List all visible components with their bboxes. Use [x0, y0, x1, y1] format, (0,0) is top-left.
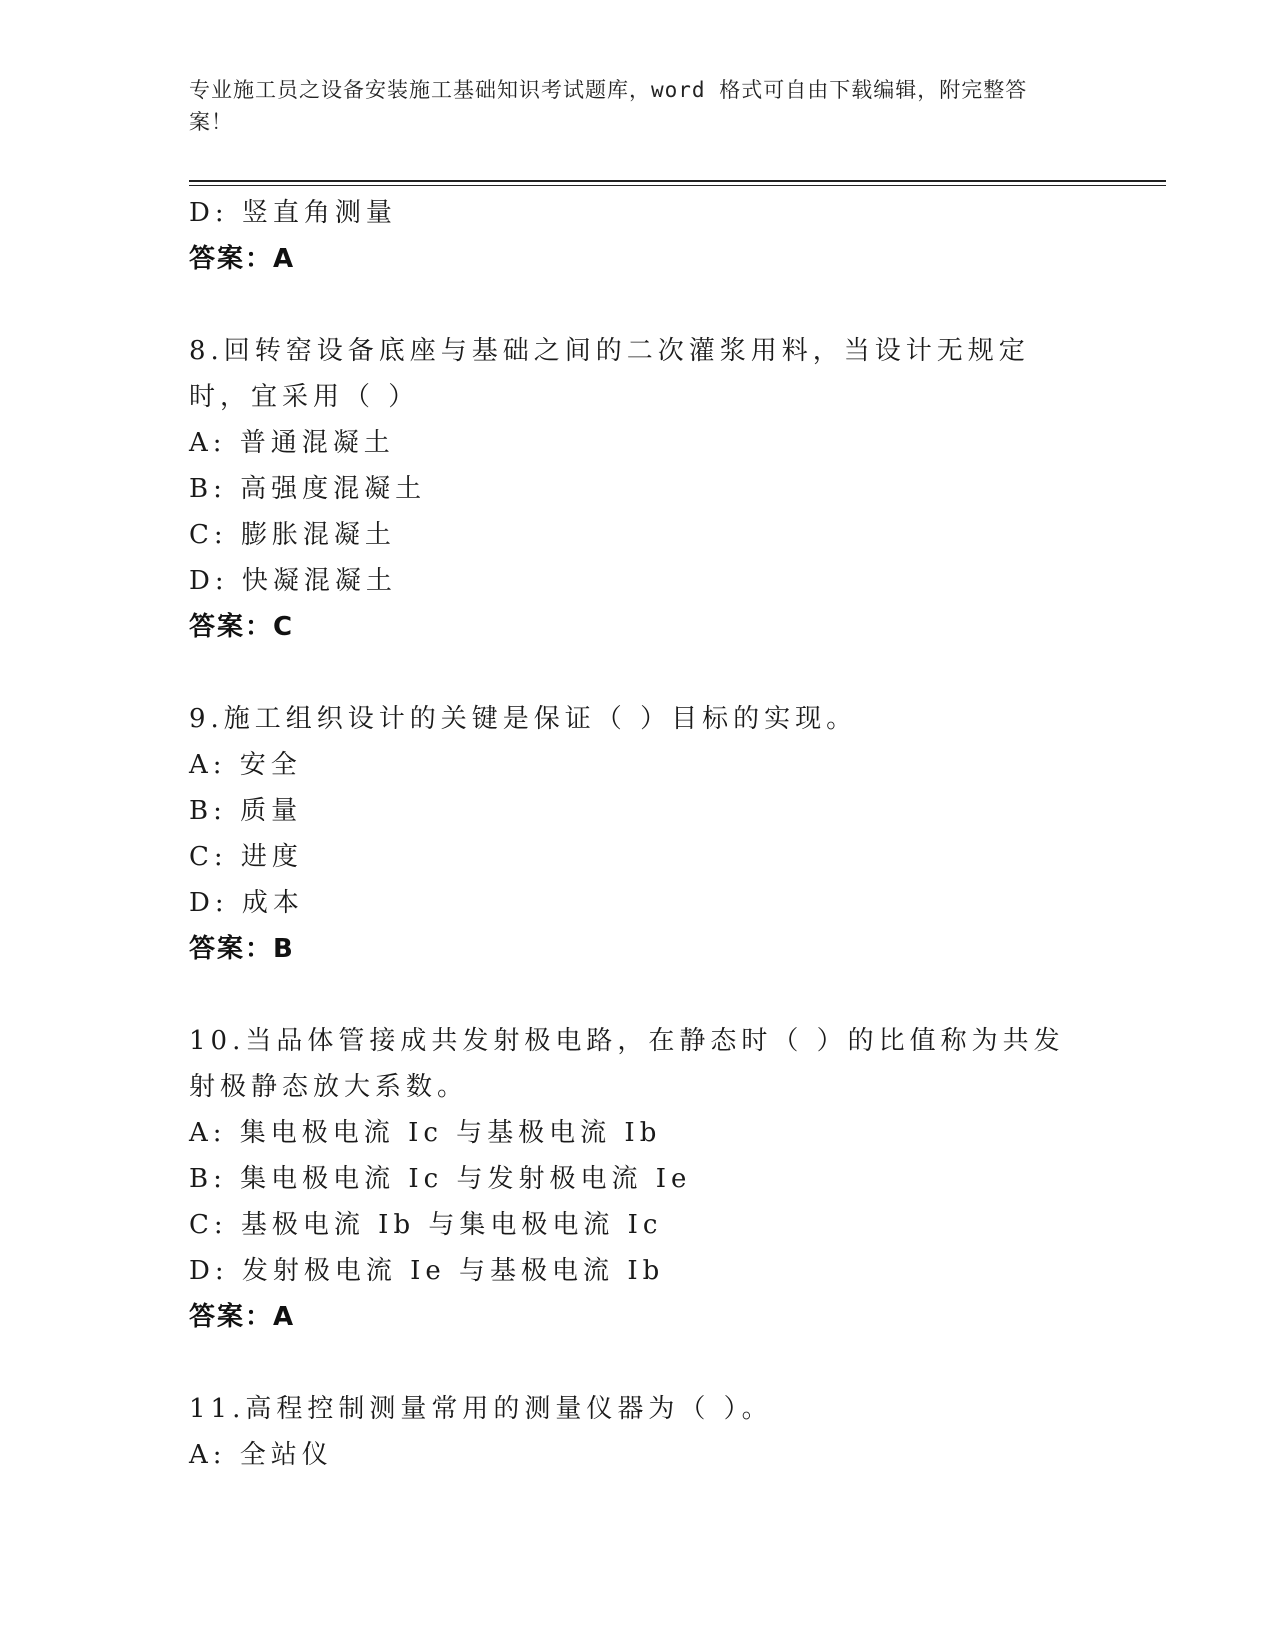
answer-line: 答案：C: [189, 612, 295, 642]
question-stem: 11.高程控制测量常用的测量仪器为（ ）。: [189, 1394, 773, 1424]
answer-line: 答案：A: [189, 1302, 296, 1332]
question-stem: 8.回转窑设备底座与基础之间的二次灌浆用料，当设计无规定时，宜采用（ ）: [189, 336, 1030, 412]
option-d: D: 发射极电流 Ie 与基极电流 Ib: [189, 1256, 665, 1286]
option-b: B: 集电极电流 Ic 与发射极电流 Ie: [189, 1164, 692, 1194]
option-d: D: 快凝混凝土: [189, 566, 397, 596]
question-block: [189, 1386, 1069, 1478]
option-c: C: 膨胀混凝土: [189, 520, 396, 550]
document-header: 专业施工员之设备安装施工基础知识考试题库，word 格式可自由下载编辑，附完整答案！: [189, 78, 1028, 134]
question-stem: 9.施工组织设计的关键是保证（ ）目标的实现。: [189, 704, 858, 734]
spacer: [189, 282, 1069, 328]
header-rule-thick: [189, 180, 1166, 182]
option-d: D: 竖直角测量: [189, 198, 397, 228]
question-stem: 10.当品体管接成共发射极电路，在静态时（ ）的比值称为共发射极静态放大系数。: [189, 1026, 1065, 1102]
option-a: A: 安全: [189, 750, 302, 780]
question-block: [189, 1018, 1069, 1340]
option-b: B: 质量: [189, 796, 303, 826]
option-d: D: 成本: [189, 888, 304, 918]
question-list: [189, 190, 1069, 1478]
option-a: A: 集电极电流 Ic 与基极电流 Ib: [189, 1118, 662, 1148]
question-block: [189, 696, 1069, 972]
option-c: C: 进度: [189, 842, 303, 872]
spacer: [189, 1340, 1069, 1386]
answer-line: 答案：B: [189, 934, 295, 964]
question-block: [189, 328, 1069, 650]
option-a: A: 普通混凝土: [189, 428, 395, 458]
option-a: A: 全站仪: [189, 1440, 333, 1470]
answer-line: 答案：A: [189, 244, 296, 274]
spacer: [189, 972, 1069, 1018]
option-c: C: 基极电流 Ib 与集电极电流 Ic: [189, 1210, 663, 1240]
header-rule-thin: [189, 185, 1166, 186]
spacer: [189, 650, 1069, 696]
option-b: B: 高强度混凝土: [189, 474, 427, 504]
